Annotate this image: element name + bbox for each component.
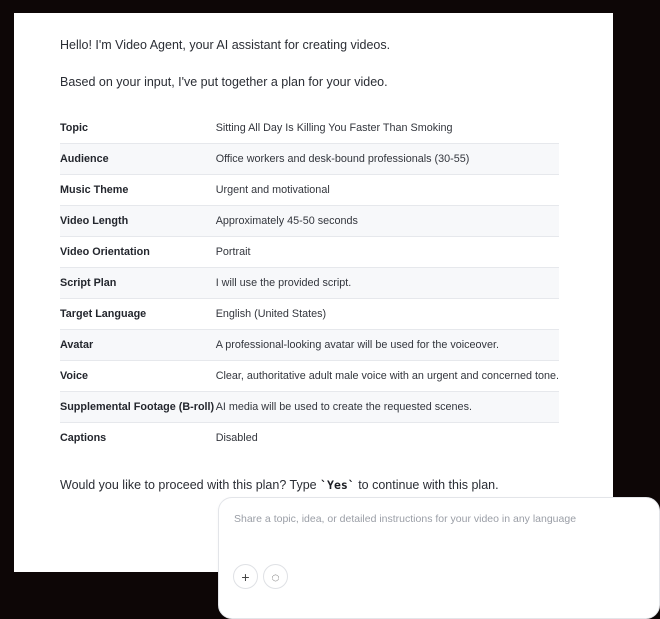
question-text-after: to continue with this plan. xyxy=(354,478,499,492)
table-row xyxy=(60,268,559,299)
assistant-confirm-question xyxy=(60,478,499,492)
plan-label-avatar: Avatar xyxy=(60,330,216,361)
plan-label-supplemental-footage: Supplemental Footage (B-roll) xyxy=(60,392,216,423)
plan-value-video-orientation: Portrait xyxy=(216,237,559,268)
video-plan-table xyxy=(60,113,559,453)
plan-label-video-length: Video Length xyxy=(60,206,216,237)
plan-label-audience: Audience xyxy=(60,144,216,175)
assistant-greeting: Hello! I'm Video Agent, your AI assistant for creating videos. xyxy=(60,38,391,52)
table-row xyxy=(60,330,559,361)
plan-value-topic: Sitting All Day Is Killing You Faster Than Smoking xyxy=(216,113,559,144)
table-row xyxy=(60,206,559,237)
table-row xyxy=(60,423,559,454)
plus-icon: + xyxy=(241,568,250,585)
table-row xyxy=(60,361,559,392)
plan-label-script-plan: Script Plan xyxy=(60,268,216,299)
plan-value-video-length: Approximately 45-50 seconds xyxy=(216,206,559,237)
plan-value-music-theme: Urgent and motivational xyxy=(216,175,559,206)
plan-value-voice: Clear, authoritative adult male voice with an urgent and concerned tone. xyxy=(216,361,559,392)
plan-value-script-plan: I will use the provided script. xyxy=(216,268,559,299)
plan-value-supplemental-footage: AI media will be used to create the requested scenes. xyxy=(216,392,559,423)
plan-value-avatar: A professional-looking avatar will be used for the voiceover. xyxy=(216,330,559,361)
table-row xyxy=(60,175,559,206)
settings-button[interactable] xyxy=(263,564,288,589)
table-row xyxy=(60,299,559,330)
table-row xyxy=(60,392,559,423)
message-composer[interactable] xyxy=(218,497,660,619)
add-attachment-button[interactable] xyxy=(233,564,258,589)
plan-value-audience: Office workers and desk-bound professionals (30-55) xyxy=(216,144,559,175)
yes-keyword: `Yes` xyxy=(320,478,355,492)
plan-label-music-theme: Music Theme xyxy=(60,175,216,206)
assistant-intro: Based on your input, I've put together a plan for your video. xyxy=(60,75,388,89)
plan-label-video-orientation: Video Orientation xyxy=(60,237,216,268)
plan-label-captions: Captions xyxy=(60,432,107,444)
chat-window xyxy=(14,13,613,585)
plan-label-topic: Topic xyxy=(60,113,216,144)
settings-icon: ◌ xyxy=(271,568,280,585)
table-row xyxy=(60,144,559,175)
plan-label-target-language: Target Language xyxy=(60,299,216,330)
composer-input[interactable]: Share a topic, idea, or detailed instructions for your video in any language xyxy=(234,513,577,525)
table-row xyxy=(60,237,559,268)
question-text-before: Would you like to proceed with this plan? Type xyxy=(60,478,321,492)
plan-value-target-language: English (United States) xyxy=(216,299,559,330)
plan-label-voice: Voice xyxy=(60,361,216,392)
plan-value-captions: Disabled xyxy=(215,432,258,444)
table-row xyxy=(60,113,559,144)
